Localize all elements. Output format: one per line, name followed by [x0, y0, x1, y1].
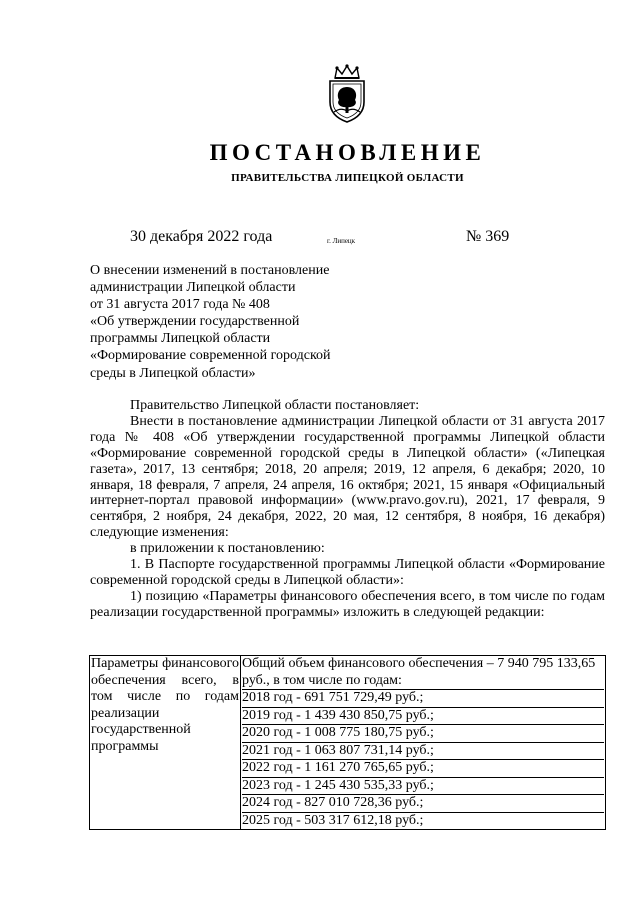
- paragraph-item-1: 1. В Паспорте государственной программы Липецкой области «Формирование современной городской среды в Липецкой области»:: [90, 557, 605, 588]
- heading-line: программы Липецкой области: [90, 331, 271, 347]
- heading-line: администрации Липецкой области: [90, 280, 296, 296]
- paragraph-subitem-1: 1) позицию «Параметры финансового обеспечения всего, в том числе по годам реализации государственной программы» изложить в следующей редакции:: [90, 588, 605, 620]
- document-city: г. Липецк: [327, 237, 356, 245]
- document-subtitle: ПРАВИТЕЛЬСТВА ЛИПЕЦКОЙ ОБЛАСТИ: [231, 172, 464, 184]
- paragraph-appendix: в приложении к постановлению:: [130, 541, 325, 557]
- finance-year-row: 2019 год - 1 439 430 850,75 руб.;: [242, 708, 604, 726]
- table-row: [90, 656, 606, 830]
- document-body: [90, 398, 605, 621]
- coat-of-arms-icon: [325, 64, 369, 124]
- finance-table: [89, 655, 606, 830]
- paragraph-main: Внести в постановление администрации Липецкой области от 31 августа 2017 года № 408 «Об утверждении государственной программы Липецкой области «Формирование современной городской среды в Липецкой области» («Липецкая газета», 2017, 13 сентября; 2018, 20 апреля; 2019, 12 апреля, 6 декабря; 2020, 10 января, 18 февраля, 7 апреля, 24 апреля, 16 октября; 2021, 15 января «Официальный интернет-портал правовой информации» (www.pravo.gov.ru), 2021, 17 февраля, 9 сентября, 2 ноября, 24 декабря, 2022, 20 мая, 12 сентября, 8 ноября, 16 декабря) следующие изменения:: [90, 413, 605, 541]
- finance-year-row: 2022 год - 1 161 270 765,65 руб.;: [242, 760, 604, 778]
- finance-year-row: 2025 год - 503 317 612,18 руб.;: [242, 812, 424, 828]
- document-number: № 369: [466, 228, 510, 245]
- heading-line: «Формирование современной городской: [90, 348, 331, 364]
- document-title: ПОСТАНОВЛЕНИЕ: [209, 140, 486, 165]
- table-cell-values: [241, 656, 606, 830]
- document-heading: [90, 262, 410, 382]
- finance-year-row: 2021 год - 1 063 807 731,14 руб.;: [242, 743, 604, 761]
- finance-total: Общий объем финансового обеспечения – 7 940 795 133,65 руб., в том числе по годам:: [242, 656, 604, 690]
- finance-year-row: 2023 год - 1 245 430 535,33 руб.;: [242, 778, 604, 796]
- heading-line: от 31 августа 2017 года № 408: [90, 297, 270, 313]
- table-cell-parameter: Параметры финансового обеспечения всего, в том числе по годам реализации государственной программы: [90, 656, 241, 830]
- document-date: 30 декабря 2022 года: [130, 228, 273, 245]
- heading-line: О внесении изменений в постановление: [90, 263, 330, 278]
- heading-line: «Об утверждении государственной: [90, 314, 300, 330]
- paragraph-preamble: Правительство Липецкой области постановляет:: [130, 398, 420, 413]
- heading-line: среды в Липецкой области»: [90, 365, 256, 381]
- finance-year-row: 2024 год - 827 010 728,36 руб.;: [242, 795, 604, 813]
- finance-year-row: 2020 год - 1 008 775 180,75 руб.;: [242, 725, 604, 743]
- finance-year-row: 2018 год - 691 751 729,49 руб.;: [242, 690, 604, 708]
